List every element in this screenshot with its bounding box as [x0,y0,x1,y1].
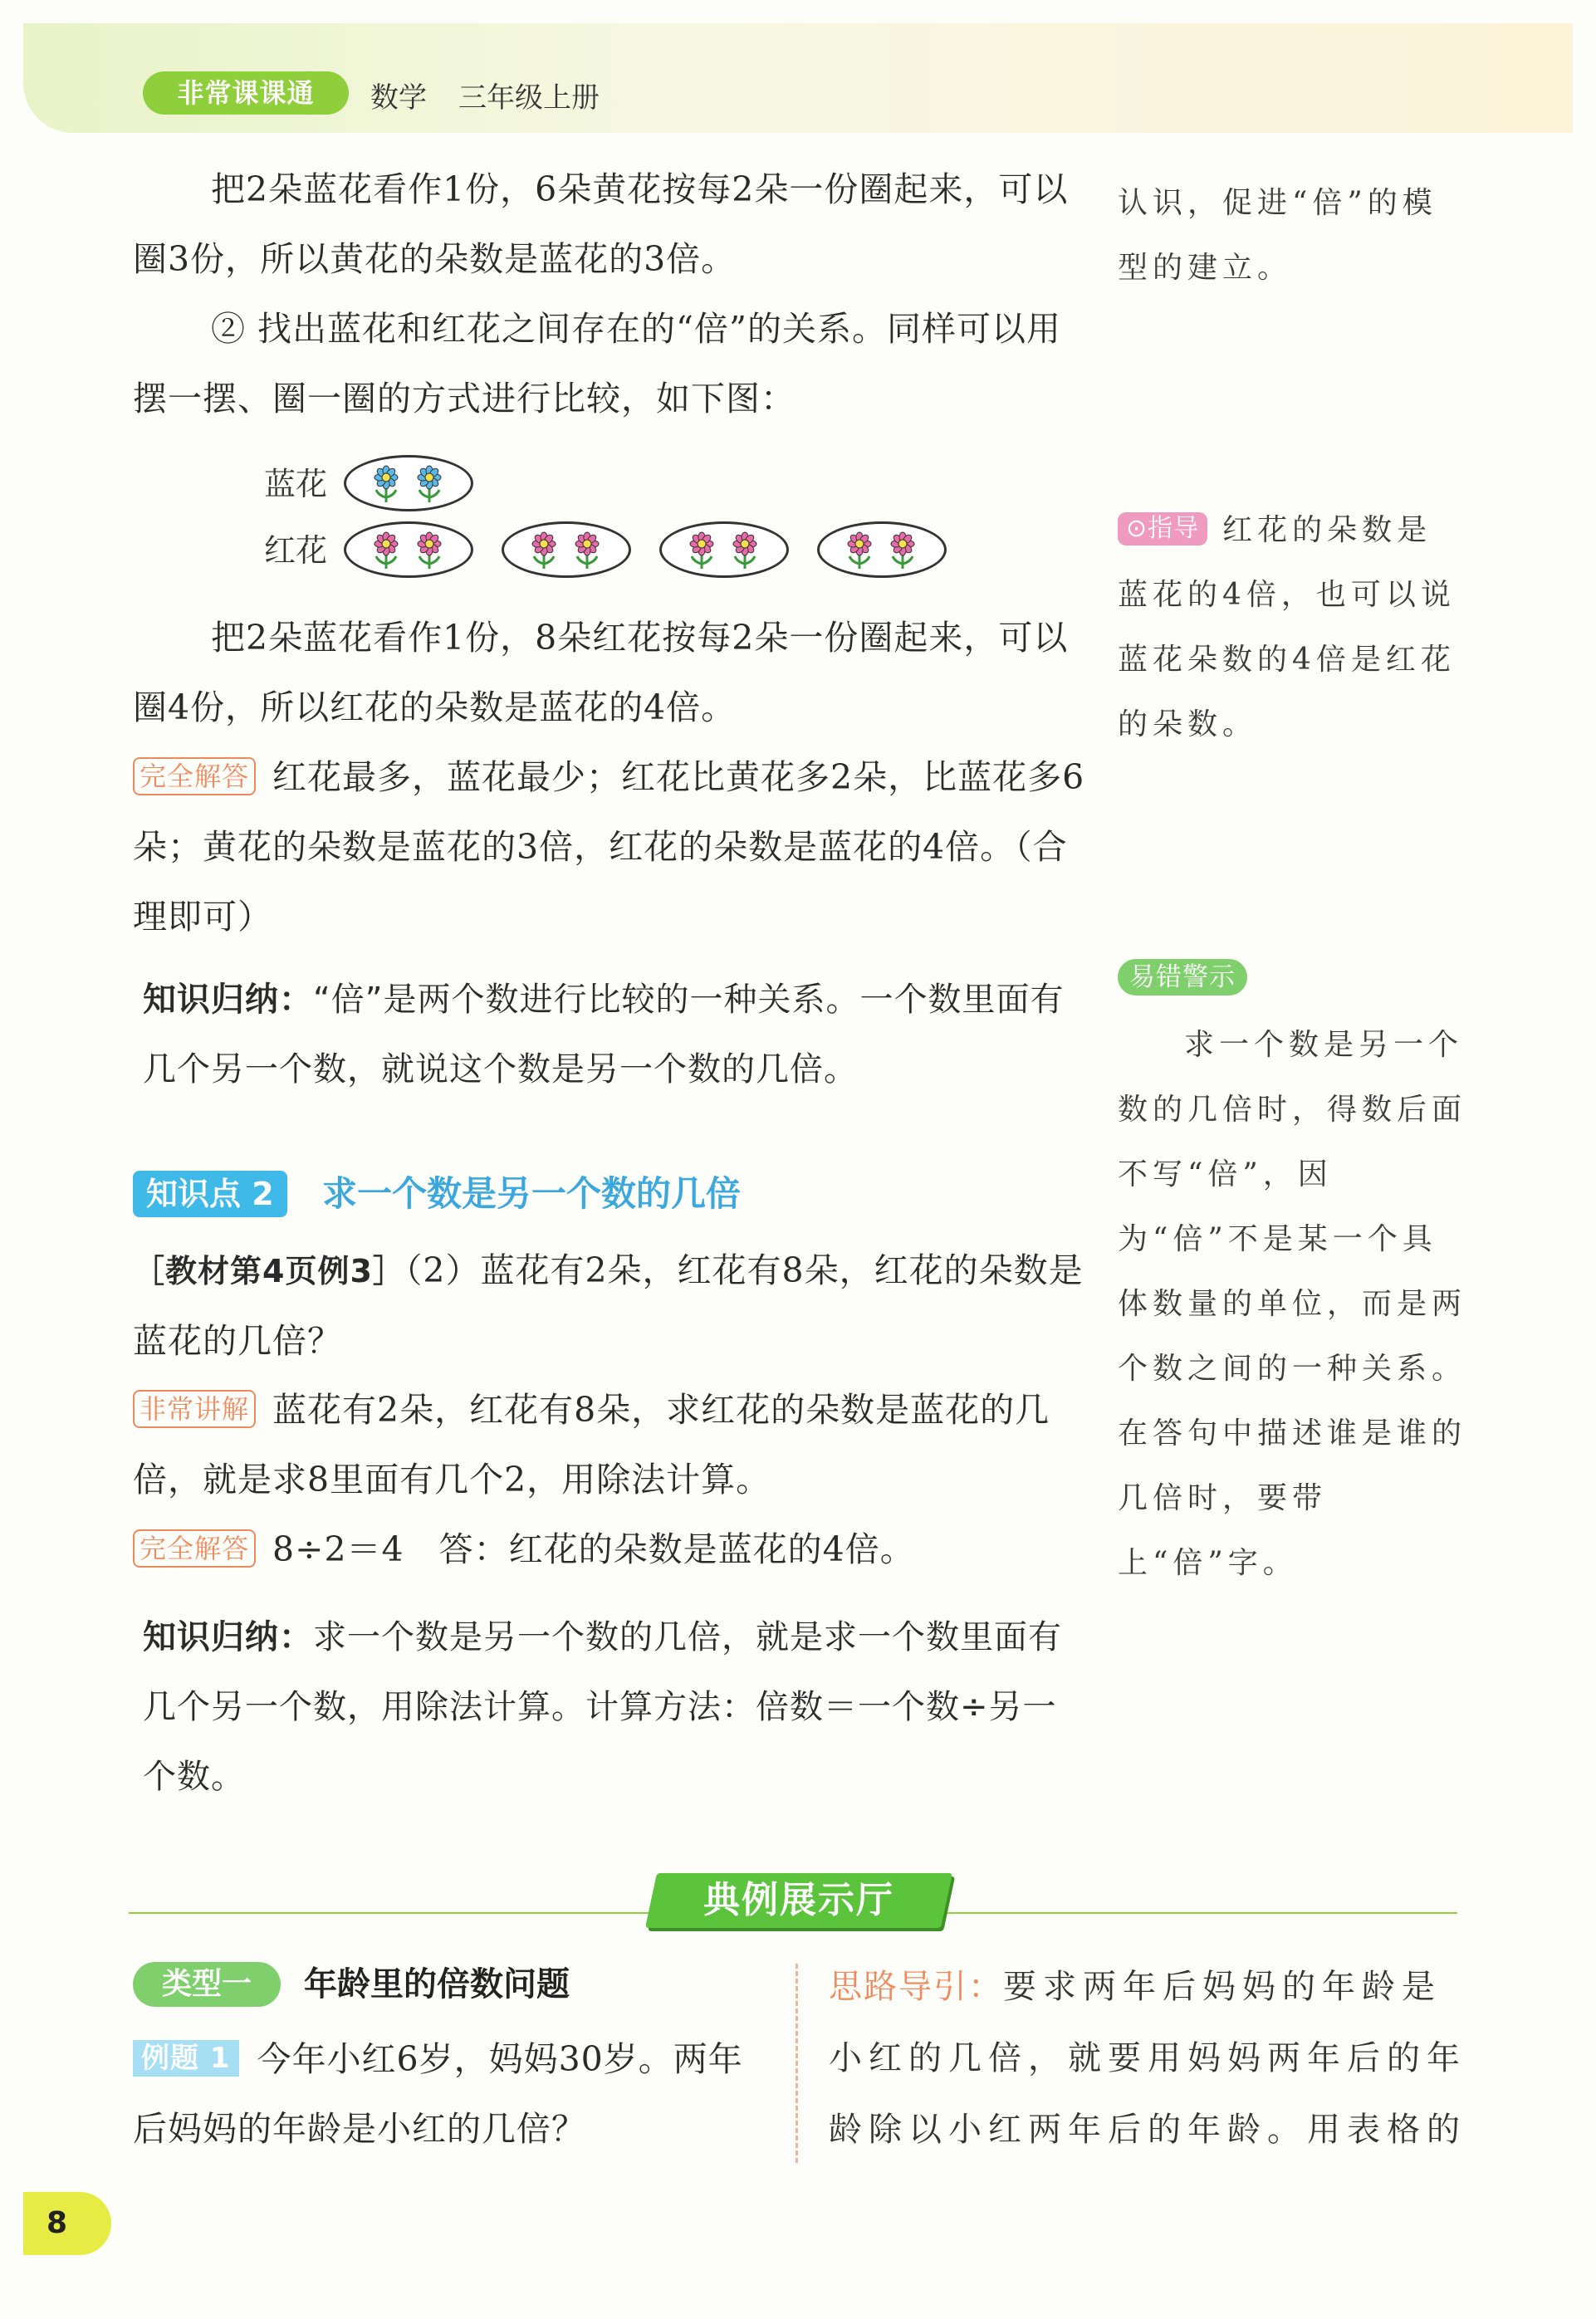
knowledge-point-tag: 知识点 2 [133,1171,287,1217]
red-flower-group-4 [817,521,947,578]
red-flower-group-1 [344,521,473,578]
answer-text-2: 8÷2＝4 答：红花的朵数是蓝花的4倍。 [272,1529,915,1569]
complete-answer-tag-2: 完全解答 [133,1529,256,1568]
red-flower-label: 红花 [264,532,328,569]
complete-answer-tag: 完全解答 [133,757,256,795]
red-flower-group-4-flower-1 [848,532,871,569]
guide-tag: ⊙指导 [1118,512,1207,546]
hint-block [829,1951,1472,2165]
hint-label: 思路导引： [829,1968,1003,2006]
explain-tag: 非常讲解 [133,1390,256,1428]
summary-block-1 [143,965,1073,1104]
red-flower-group-3 [659,521,789,578]
summary-text-2: 求一个数是另一个数的几倍，就是求一个数里面有几个另一个数，用除法计算。计算方法：倍数＝一个数÷另一个数。 [143,1618,1062,1796]
red-flower-group-2-flower-1 [532,532,556,569]
brand-badge: 非常课课通 [143,71,349,115]
example-problem [133,1235,1088,1376]
blue-flower-group-1-flower-1 [375,466,398,502]
subject-label: 数学 [370,81,427,115]
paragraph-method: ② 找出蓝花和红花之间存在的“倍”的关系。同样可以用摆一摆、圈一圈的方式进行比较，如下图： [133,309,1061,418]
red-flower-group-3-flower-2 [733,532,756,569]
side-note-model: 认识，促进“倍”的模型的建立。 [1118,186,1437,285]
page-number: 8 [23,2192,111,2255]
example-problem-text: （2）蓝花有2朵，红花有8朵，红花的朵数是蓝花的几倍？ [133,1250,1084,1361]
example-1-text: 今年小红6岁，妈妈30岁。两年后妈妈的年龄是小红的几倍？ [133,2039,743,2149]
blue-flower-group-1-flower-2 [418,466,441,502]
example-1-block [133,2024,764,2164]
textbook-reference: ［教材第4页例3］ [133,1253,405,1289]
answer-block-1 [133,742,1088,952]
explain-block [133,1375,1088,1514]
summary-text-1: “倍”是两个数进行比较的一种关系。一个数里面有几个另一个数，就说这个数是另一个数的几倍。 [143,981,1065,1089]
type-title: 年龄里的倍数问题 [304,1965,570,2003]
blue-flower-label: 蓝花 [264,466,328,502]
red-flower-group-3-flower-1 [690,532,713,569]
section-title: 典例展示厅 [645,1873,952,1928]
red-flower-group-2 [502,521,631,578]
warning-tag: 易错警示 [1118,959,1247,996]
summary-block-2 [143,1602,1073,1812]
example-1-tag: 例题 1 [133,2040,239,2077]
blue-flower-group-1 [344,455,473,511]
summary-label-2: 知识归纳： [143,1618,313,1656]
red-flower-group-2-flower-2 [575,532,599,569]
type-tag: 类型一 [133,1962,281,2007]
answer-block-2 [133,1514,1088,1584]
summary-label-1: 知识归纳： [143,981,313,1019]
red-flower-group-1-flower-1 [375,532,398,569]
hint-text: 要求两年后妈妈的年龄是小红的几倍，就要用妈妈两年后的年龄除以小红两年后的年龄。用表格的 [829,1968,1466,2149]
grade-label: 三年级上册 [458,81,600,115]
red-flower-group-1-flower-2 [418,532,441,569]
red-flower-group-4-flower-2 [891,532,914,569]
answer-text-1: 红花最多，蓝花最少；红花比黄花多2朵，比蓝花多6朵；黄花的朵数是蓝花的3倍，红花的朵数是蓝花的4倍。（合理即可） [133,757,1085,937]
paragraph-yellow-compare: 把2朵蓝花看作1份，6朵黄花按每2朵一份圈起来，可以圈3份，所以黄花的朵数是蓝花的3倍。 [133,169,1069,279]
side-guide [1118,498,1466,757]
column-divider [796,1964,798,2163]
guide-text: 红花的朵数是蓝花的4倍，也可以说蓝花朵数的4倍是红花的朵数。 [1118,513,1456,741]
paragraph-red-compare: 把2朵蓝花看作1份，8朵红花按每2朵一份圈起来，可以圈4份，所以红花的朵数是蓝花的4倍。 [133,618,1069,727]
explain-text: 蓝花有2朵，红花有8朵，求红花的朵数是蓝花的几倍，就是求8里面有几个2，用除法计算。 [133,1390,1050,1500]
knowledge-point-title: 求一个数是另一个数的几倍 [322,1173,742,1214]
warning-text: 求一个数是另一个数的几倍时，得数后面不写“倍”，因为“倍”不是某一个具体数量的单位，而是两个数之间的一种关系。在答句中描述谁是谁的几倍时，要带上“倍”字。 [1118,1028,1467,1580]
